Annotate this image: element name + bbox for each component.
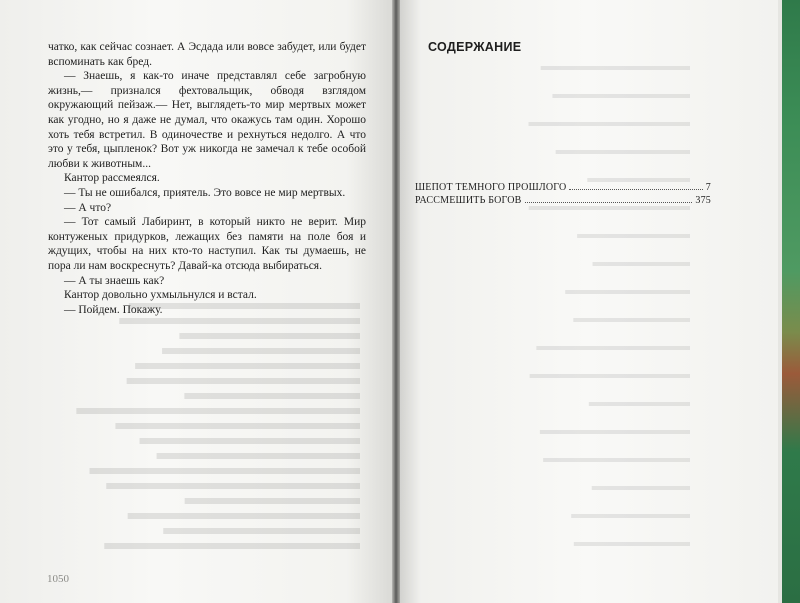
body-paragraph: чатко, как сейчас сознает. А Эсдада или вовсе забудет, или будет вспоминать как бред. [48, 41, 366, 68]
body-paragraph: Кантор довольно ухмыльнулся и встал. [64, 289, 257, 302]
toc-entry [415, 181, 711, 194]
body-paragraph: — Тот самый Лабиринт, в который никто не верит. Мир контуженых придурков, лежащих без памяти на поле боя и ждущих, чтобы на них кто-то наступил. Как ты думаешь, не пора ли нам воскреснуть? Давай-ка отсюда выбираться. [48, 216, 366, 272]
toc-leader-dots [525, 194, 693, 203]
table-of-contents [415, 181, 711, 207]
body-paragraph: — Знаешь, я как-то иначе представлял себе загробную жизнь,— признался фехтовальщик, обводя взглядом окружающий пейзаж.— Нет, выглядеть-то мир мертвых может как угодно, но я даже не думал, что окажусь там один. Хорошо хоть тебя встретил. В одиночестве и рехнуться недолго. А что это у тебя, цыпленок? Вот уж никогда не замечал к тебе особой любви к животным... [48, 70, 366, 170]
page-number: 1050 [47, 573, 69, 585]
show-through-texture-right [440, 40, 690, 596]
toc-title: СОДЕРЖАНИЕ [428, 40, 522, 54]
body-paragraph: — Пойдем. Покажу. [64, 303, 163, 316]
toc-entry-title: РАССМЕШИТЬ БОГОВ [415, 195, 522, 206]
toc-entry-page: 7 [705, 182, 711, 193]
toc-entry [415, 194, 711, 207]
page-edge [778, 0, 782, 603]
body-paragraph: — А ты знаешь как? [64, 274, 165, 287]
body-paragraph: Кантор рассмеялся. [64, 172, 160, 185]
toc-leader-dots [569, 181, 702, 190]
show-through-lines-right [440, 62, 690, 582]
toc-entry-page: 375 [695, 195, 711, 206]
toc-entry-title: ШЕПОТ ТЕМНОГО ПРОШЛОГО [415, 182, 567, 193]
book-gutter [392, 0, 400, 603]
left-page-body [48, 40, 366, 317]
body-paragraph: — Ты не ошибался, приятель. Это вовсе не мир мертвых. [64, 186, 346, 199]
show-through-lines [60, 300, 360, 560]
body-paragraph: — А что? [64, 201, 112, 214]
